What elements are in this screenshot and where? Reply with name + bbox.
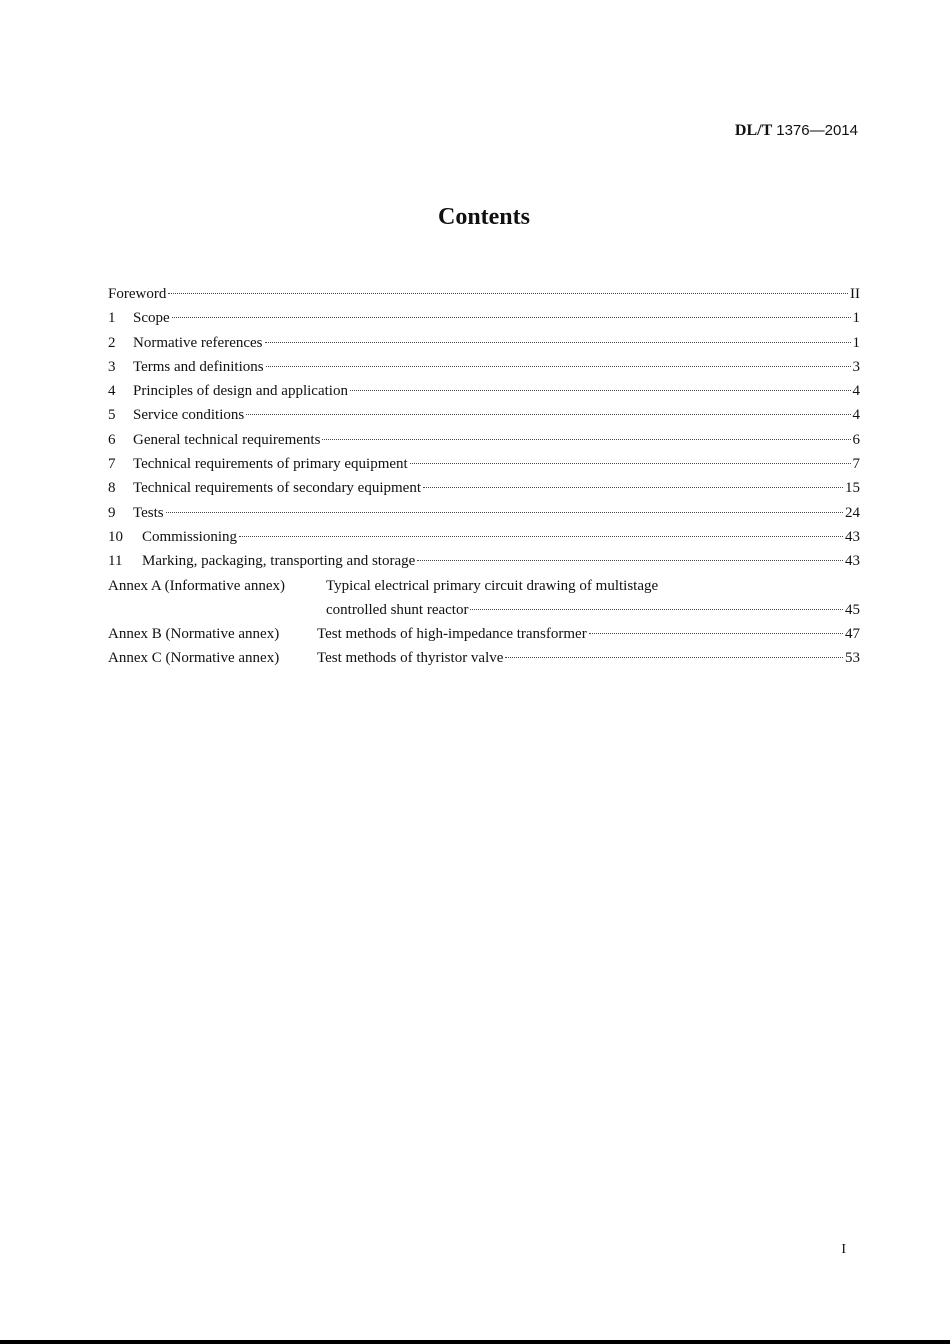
toc-entry-number: 7	[108, 456, 116, 473]
toc-entry-title: Scope	[133, 310, 170, 327]
dot-leader	[350, 390, 851, 391]
toc-entry[interactable]	[108, 505, 860, 529]
toc-entry-page: 1	[852, 310, 860, 327]
annex-prefix: Annex C (Normative annex)	[108, 650, 280, 667]
page-bottom-rule	[0, 1340, 950, 1344]
annex-prefix: Annex B (Normative annex)	[108, 626, 280, 643]
toc-entry-page: 43	[845, 528, 860, 545]
toc-entry-title: Terms and definitions	[133, 358, 264, 375]
dot-leader	[417, 560, 843, 561]
dot-leader	[589, 633, 843, 634]
dot-leader	[246, 414, 850, 415]
dot-leader	[168, 293, 848, 294]
toc-entry-page: 47	[845, 626, 860, 643]
toc-entry-number: 9	[108, 504, 116, 521]
toc-entry-annex-a-continued[interactable]	[108, 602, 860, 626]
dot-leader	[172, 317, 851, 318]
toc-entry-number: 10	[108, 528, 123, 545]
toc-entry[interactable]	[108, 310, 860, 334]
toc-entry[interactable]	[108, 407, 860, 431]
toc-entry-page: 4	[852, 407, 860, 424]
toc-entry-title: Technical requirements of secondary equipment	[133, 480, 422, 497]
dot-leader	[239, 536, 843, 537]
toc-entry-page: 24	[845, 504, 860, 521]
toc-entry[interactable]	[108, 335, 860, 359]
standard-identifier	[735, 122, 858, 140]
toc-entry-number: 6	[108, 431, 116, 448]
table-of-contents	[108, 286, 860, 675]
toc-entry-page: 15	[845, 480, 860, 497]
toc-entry-page: 45	[845, 601, 860, 618]
toc-entry-title: Service conditions	[133, 407, 245, 424]
toc-entry-annex-b[interactable]	[108, 626, 860, 650]
page-number: I	[841, 1242, 846, 1257]
toc-entry-page: 4	[852, 383, 860, 400]
toc-entry-page: 7	[852, 456, 860, 473]
dot-leader	[505, 657, 843, 658]
standard-number: 1376—2014	[776, 122, 858, 139]
toc-entry-page: 53	[845, 650, 860, 667]
toc-entry-title: Technical requirements of primary equipment	[133, 456, 408, 473]
dot-leader	[166, 512, 843, 513]
toc-entry-page: 6	[852, 431, 860, 448]
toc-entry-title: Tests	[133, 504, 164, 521]
toc-entry-annex-a[interactable]	[108, 578, 860, 602]
dot-leader	[322, 439, 850, 440]
toc-entry-title: General technical requirements	[133, 431, 321, 448]
toc-entry-number: 4	[108, 383, 116, 400]
toc-entry-foreword[interactable]	[108, 286, 860, 310]
toc-entry-number: 11	[108, 553, 123, 570]
annex-prefix: Annex A (Informative annex)	[108, 577, 286, 594]
toc-entry[interactable]	[108, 529, 860, 553]
toc-entry-title: Test methods of thyristor valve	[317, 650, 504, 667]
toc-entry-page: 1	[852, 334, 860, 351]
dot-leader	[265, 342, 851, 343]
toc-entry-number: 8	[108, 480, 116, 497]
toc-entry-page: 3	[852, 358, 860, 375]
page-title: Contents	[437, 204, 530, 230]
toc-entry-page: 43	[845, 553, 860, 570]
dot-leader	[410, 463, 851, 464]
toc-entry-title: Normative references	[133, 334, 263, 351]
toc-entry[interactable]	[108, 359, 860, 383]
toc-entry[interactable]	[108, 553, 860, 577]
toc-entry[interactable]	[108, 383, 860, 407]
toc-entry-title: Foreword	[108, 286, 167, 302]
toc-entry-number: 2	[108, 334, 116, 351]
toc-entry-title: Principles of design and application	[133, 383, 348, 400]
toc-entry[interactable]	[108, 456, 860, 480]
toc-entry[interactable]	[108, 432, 860, 456]
toc-entry-title-continued: controlled shunt reactor	[326, 601, 469, 618]
toc-entry-annex-c[interactable]	[108, 650, 860, 674]
toc-entry-title: Test methods of high-impedance transformer	[317, 626, 587, 643]
dot-leader	[470, 609, 843, 610]
toc-entry-title: Commissioning	[142, 528, 238, 545]
toc-entry-title: Marking, packaging, transporting and storage	[142, 553, 416, 570]
toc-entry-title: Typical electrical primary circuit drawing of multistage	[326, 577, 659, 594]
toc-entry[interactable]	[108, 480, 860, 504]
toc-entry-page: II	[850, 286, 860, 302]
dot-leader	[423, 487, 843, 488]
dot-leader	[266, 366, 851, 367]
toc-entry-number: 1	[108, 310, 116, 327]
standard-code: DL/T	[734, 122, 773, 139]
toc-entry-number: 5	[108, 407, 116, 424]
toc-entry-number: 3	[108, 358, 116, 375]
